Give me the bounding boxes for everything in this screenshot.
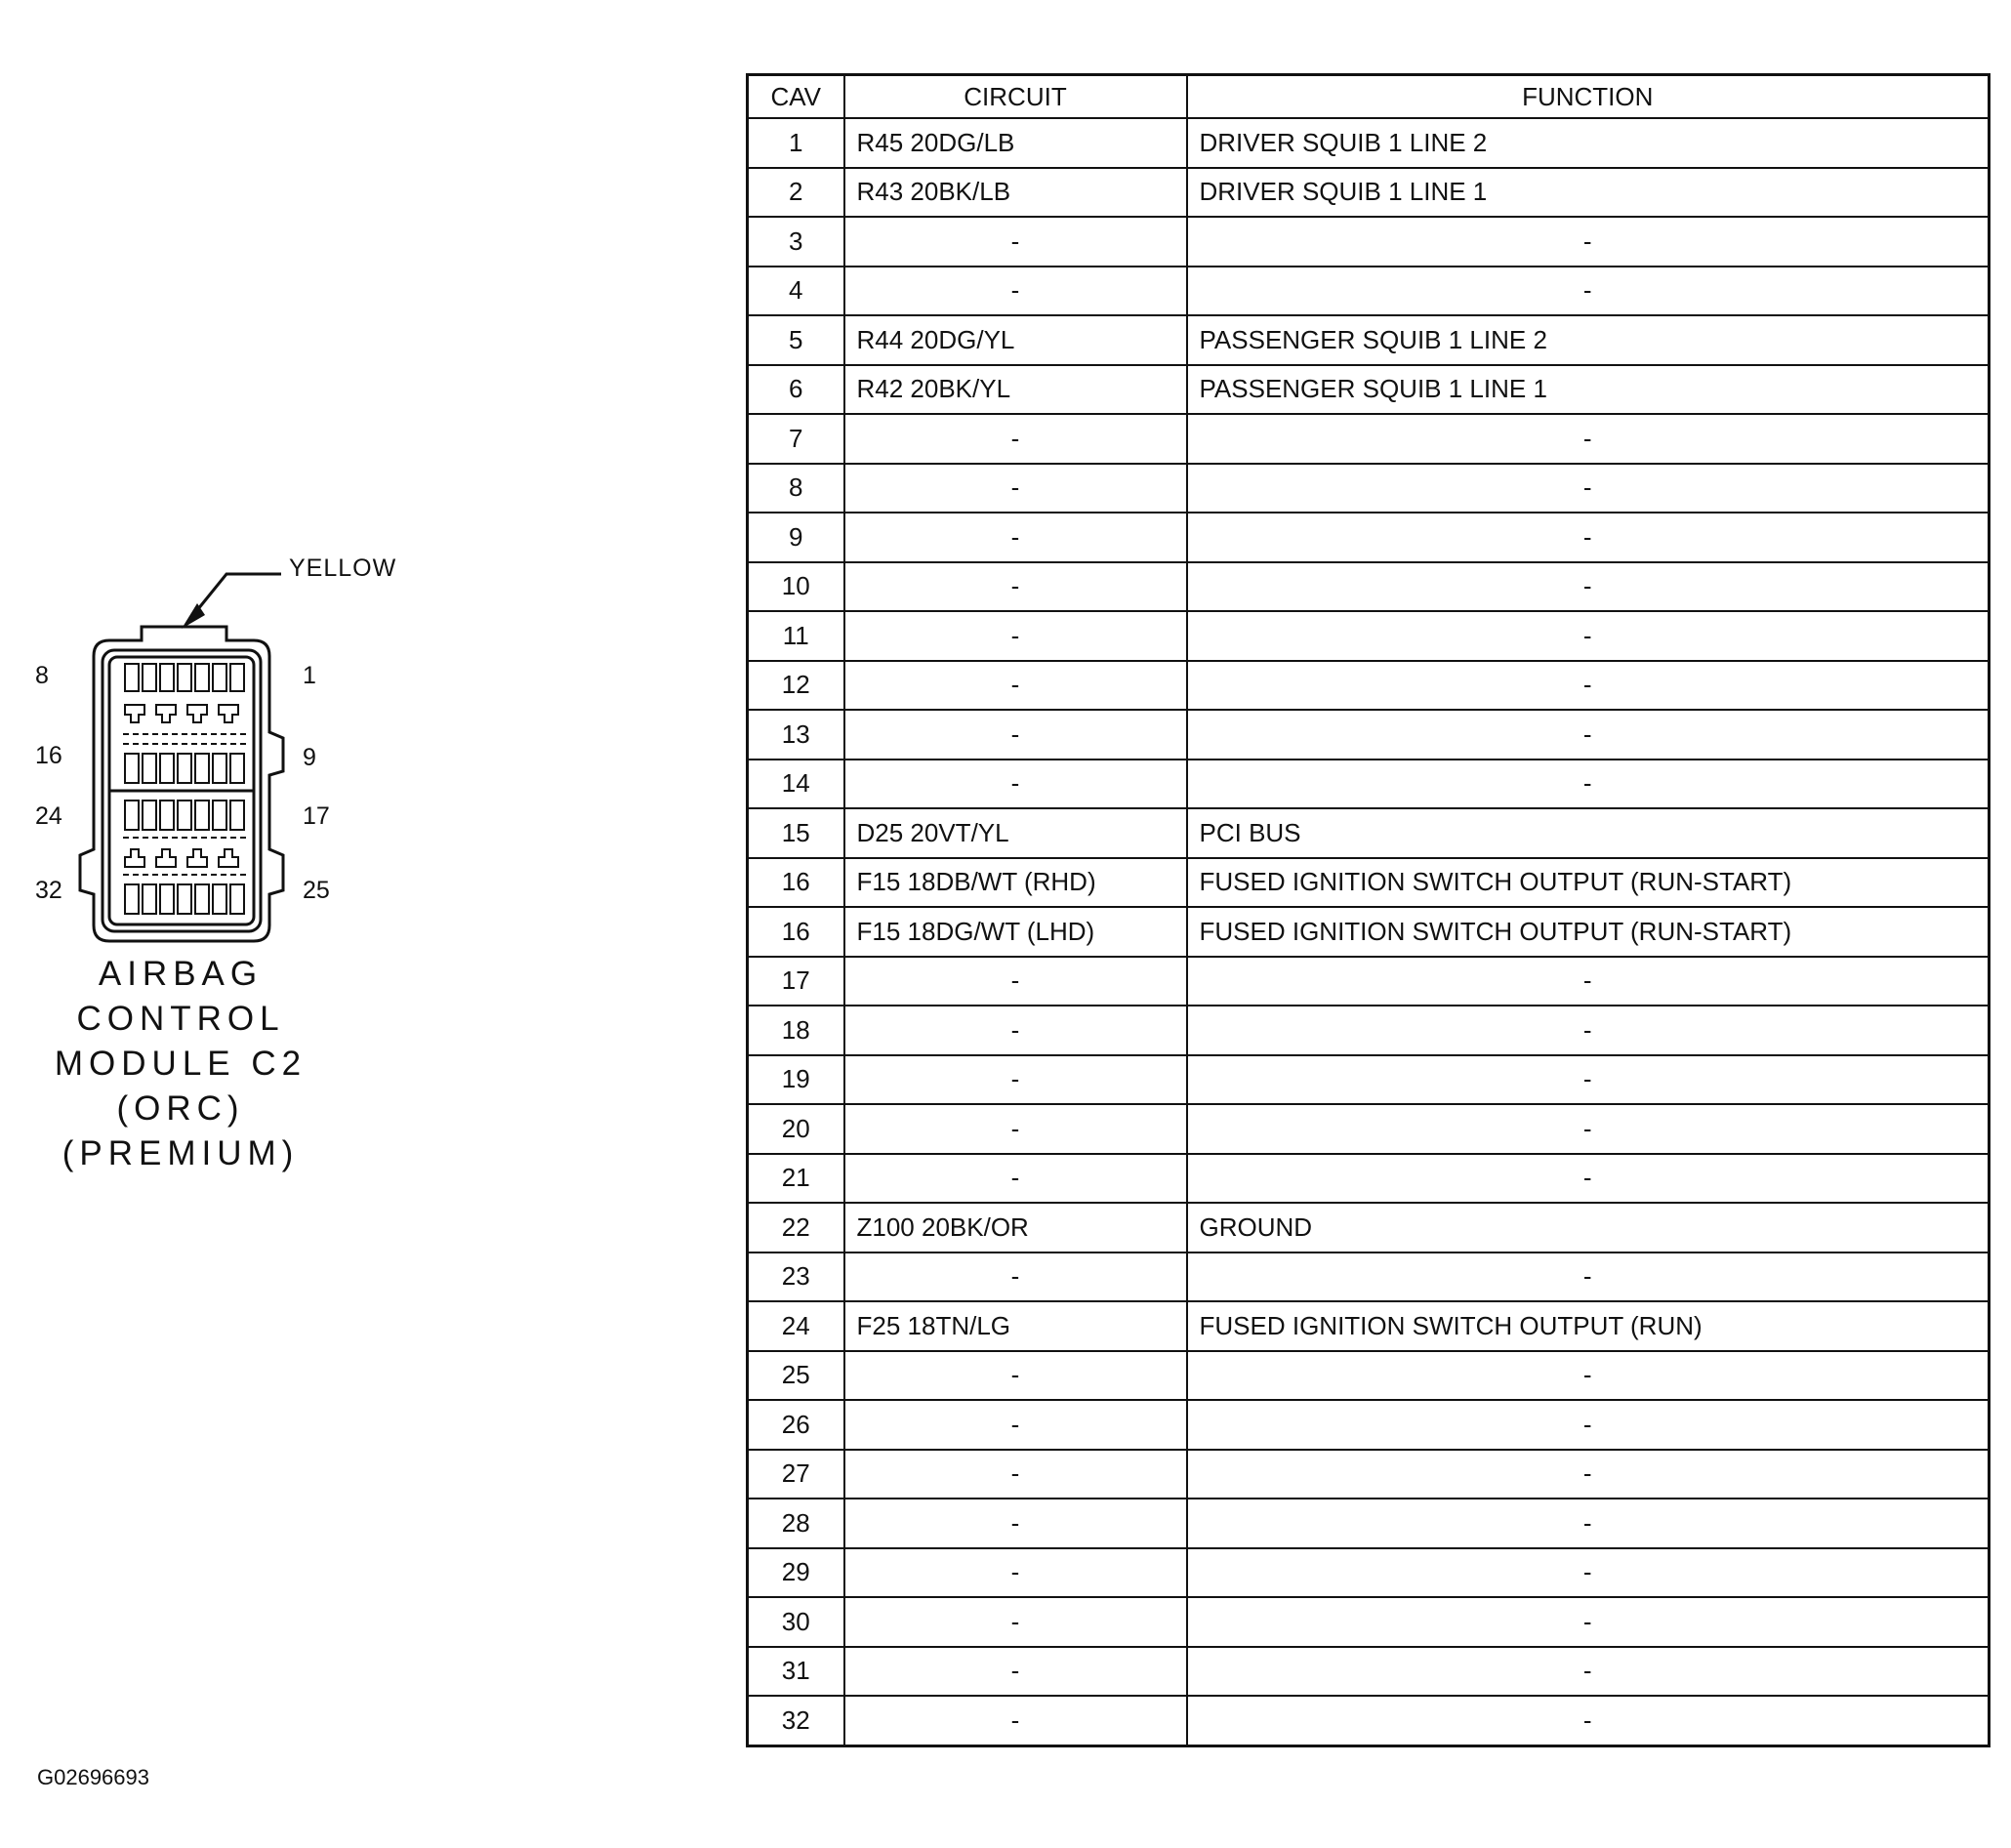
cavity-cell: 5	[748, 315, 844, 365]
function-cell: -	[1187, 1647, 1990, 1697]
function-cell: -	[1187, 1253, 1990, 1302]
table-row	[748, 464, 1990, 513]
circuit-cell: -	[844, 217, 1187, 267]
function-cell: FUSED IGNITION SWITCH OUTPUT (RUN)	[1187, 1301, 1990, 1351]
header-circuit: CIRCUIT	[844, 75, 1187, 119]
connector-color-callout: YELLOW	[289, 554, 397, 582]
function-cell: -	[1187, 1499, 1990, 1548]
circuit-cell: -	[844, 1154, 1187, 1204]
table-row	[748, 1055, 1990, 1105]
pin-label-17: 17	[303, 802, 330, 830]
function-cell: -	[1187, 513, 1990, 562]
circuit-cell: -	[844, 1647, 1187, 1697]
function-cell: FUSED IGNITION SWITCH OUTPUT (RUN-START)	[1187, 858, 1990, 908]
function-cell: -	[1187, 710, 1990, 760]
table-row	[748, 1301, 1990, 1351]
table-row	[748, 513, 1990, 562]
cavity-cell: 14	[748, 760, 844, 809]
circuit-cell: R43 20BK/LB	[844, 168, 1187, 218]
pin-label-16: 16	[35, 742, 62, 769]
header-cav: CAV	[748, 75, 844, 119]
table-row	[748, 808, 1990, 858]
pin-label-1: 1	[303, 662, 316, 689]
table-row	[748, 118, 1990, 168]
module-title	[29, 952, 332, 1176]
function-cell: DRIVER SQUIB 1 LINE 1	[1187, 168, 1990, 218]
header-function: FUNCTION	[1187, 75, 1990, 119]
table-row	[748, 858, 1990, 908]
figure-id: G02696693	[37, 1765, 149, 1789]
table-row	[748, 1006, 1990, 1055]
circuit-cell: -	[844, 710, 1187, 760]
table-row	[748, 562, 1990, 612]
table-row	[748, 1450, 1990, 1499]
module-title-line-1: AIRBAG	[98, 955, 264, 993]
table-row	[748, 315, 1990, 365]
function-cell: -	[1187, 1450, 1990, 1499]
circuit-cell: D25 20VT/YL	[844, 808, 1187, 858]
function-cell: -	[1187, 1548, 1990, 1598]
pin-label-25: 25	[303, 877, 330, 904]
lower-cavity-block	[123, 801, 246, 914]
cavity-cell: 32	[748, 1696, 844, 1745]
module-title-line-2: CONTROL	[76, 1000, 285, 1038]
cavity-cell: 10	[748, 562, 844, 612]
circuit-cell: -	[844, 1499, 1187, 1548]
cavity-cell: 4	[748, 267, 844, 316]
cavity-cell: 6	[748, 365, 844, 415]
function-cell: -	[1187, 1400, 1990, 1450]
circuit-cell: F15 18DB/WT (RHD)	[844, 858, 1187, 908]
cavity-cell: 12	[748, 661, 844, 711]
table-row	[748, 957, 1990, 1006]
cavity-cell: 27	[748, 1450, 844, 1499]
cavity-cell: 20	[748, 1104, 844, 1154]
cavity-cell: 2	[748, 168, 844, 218]
table-row	[748, 1597, 1990, 1647]
function-cell: -	[1187, 1597, 1990, 1647]
table-row	[748, 1154, 1990, 1204]
pinout-table	[746, 73, 1990, 1747]
circuit-cell: -	[844, 1696, 1187, 1745]
circuit-cell: -	[844, 1450, 1187, 1499]
table-row	[748, 907, 1990, 957]
table-row	[748, 1548, 1990, 1598]
cavity-cell: 29	[748, 1548, 844, 1598]
table-row	[748, 414, 1990, 464]
cavity-cell: 21	[748, 1154, 844, 1204]
cavity-cell: 11	[748, 611, 844, 661]
circuit-cell: -	[844, 464, 1187, 513]
callout-leader	[193, 574, 281, 615]
table-row	[748, 1499, 1990, 1548]
circuit-cell: F15 18DG/WT (LHD)	[844, 907, 1187, 957]
circuit-cell: -	[844, 1400, 1187, 1450]
cavity-cell: 1	[748, 118, 844, 168]
cavity-cell: 16	[748, 858, 844, 908]
cavity-cell: 8	[748, 464, 844, 513]
pin-label-24: 24	[35, 802, 62, 830]
function-cell: -	[1187, 267, 1990, 316]
cavity-cell: 18	[748, 1006, 844, 1055]
table-row	[748, 1203, 1990, 1253]
circuit-cell: -	[844, 760, 1187, 809]
function-cell: DRIVER SQUIB 1 LINE 2	[1187, 118, 1990, 168]
table-row	[748, 1351, 1990, 1401]
table-row	[748, 1400, 1990, 1450]
circuit-cell: -	[844, 1253, 1187, 1302]
function-cell: PCI BUS	[1187, 808, 1990, 858]
function-cell: -	[1187, 562, 1990, 612]
cavity-cell: 9	[748, 513, 844, 562]
cavity-cell: 3	[748, 217, 844, 267]
function-cell: FUSED IGNITION SWITCH OUTPUT (RUN-START)	[1187, 907, 1990, 957]
function-cell: -	[1187, 957, 1990, 1006]
function-cell: -	[1187, 661, 1990, 711]
circuit-cell: -	[844, 1104, 1187, 1154]
function-cell: -	[1187, 1006, 1990, 1055]
circuit-cell: -	[844, 1006, 1187, 1055]
table-row	[748, 1696, 1990, 1745]
cavity-cell: 31	[748, 1647, 844, 1697]
pin-label-8: 8	[35, 662, 49, 689]
table-row	[748, 365, 1990, 415]
cavity-cell: 26	[748, 1400, 844, 1450]
circuit-cell: Z100 20BK/OR	[844, 1203, 1187, 1253]
cavity-cell: 16	[748, 907, 844, 957]
circuit-cell: -	[844, 1055, 1187, 1105]
circuit-cell: -	[844, 1597, 1187, 1647]
table-row	[748, 661, 1990, 711]
circuit-cell: F25 18TN/LG	[844, 1301, 1187, 1351]
cavity-cell: 15	[748, 808, 844, 858]
module-title-line-4: (ORC)	[116, 1089, 245, 1128]
function-cell: -	[1187, 611, 1990, 661]
circuit-cell: -	[844, 611, 1187, 661]
table-row	[748, 1647, 1990, 1697]
function-cell: -	[1187, 1696, 1990, 1745]
circuit-cell: -	[844, 661, 1187, 711]
table-row	[748, 611, 1990, 661]
cavity-cell: 13	[748, 710, 844, 760]
circuit-cell: -	[844, 562, 1187, 612]
function-cell: -	[1187, 1154, 1990, 1204]
function-cell: -	[1187, 414, 1990, 464]
function-cell: -	[1187, 1351, 1990, 1401]
table-row	[748, 168, 1990, 218]
table-row	[748, 267, 1990, 316]
module-title-line-5: (PREMIUM)	[62, 1134, 300, 1172]
table-header-row	[748, 75, 1990, 119]
circuit-cell: -	[844, 1351, 1187, 1401]
table-row	[748, 710, 1990, 760]
pinout-table-body	[748, 118, 1990, 1745]
circuit-cell: -	[844, 957, 1187, 1006]
table-row	[748, 760, 1990, 809]
function-cell: PASSENGER SQUIB 1 LINE 1	[1187, 365, 1990, 415]
cavity-cell: 19	[748, 1055, 844, 1105]
cavity-cell: 25	[748, 1351, 844, 1401]
cavity-cell: 24	[748, 1301, 844, 1351]
function-cell: -	[1187, 464, 1990, 513]
circuit-cell: -	[844, 513, 1187, 562]
cavity-cell: 23	[748, 1253, 844, 1302]
cavity-cell: 22	[748, 1203, 844, 1253]
cavity-cell: 28	[748, 1499, 844, 1548]
circuit-cell: -	[844, 267, 1187, 316]
circuit-cell: -	[844, 1548, 1187, 1598]
table-row	[748, 1104, 1990, 1154]
function-cell: -	[1187, 1104, 1990, 1154]
circuit-cell: R42 20BK/YL	[844, 365, 1187, 415]
cavity-cell: 7	[748, 414, 844, 464]
function-cell: GROUND	[1187, 1203, 1990, 1253]
pin-label-32: 32	[35, 877, 62, 904]
function-cell: -	[1187, 217, 1990, 267]
cavity-cell: 30	[748, 1597, 844, 1647]
circuit-cell: R44 20DG/YL	[844, 315, 1187, 365]
pin-label-9: 9	[303, 744, 316, 771]
connector-diagram	[0, 0, 449, 976]
function-cell: PASSENGER SQUIB 1 LINE 2	[1187, 315, 1990, 365]
function-cell: -	[1187, 760, 1990, 809]
upper-cavity-block	[123, 664, 246, 783]
module-title-line-3: MODULE C2	[54, 1045, 308, 1083]
table-row	[748, 217, 1990, 267]
circuit-cell: -	[844, 414, 1187, 464]
cavity-cell: 17	[748, 957, 844, 1006]
function-cell: -	[1187, 1055, 1990, 1105]
table-row	[748, 1253, 1990, 1302]
circuit-cell: R45 20DG/LB	[844, 118, 1187, 168]
